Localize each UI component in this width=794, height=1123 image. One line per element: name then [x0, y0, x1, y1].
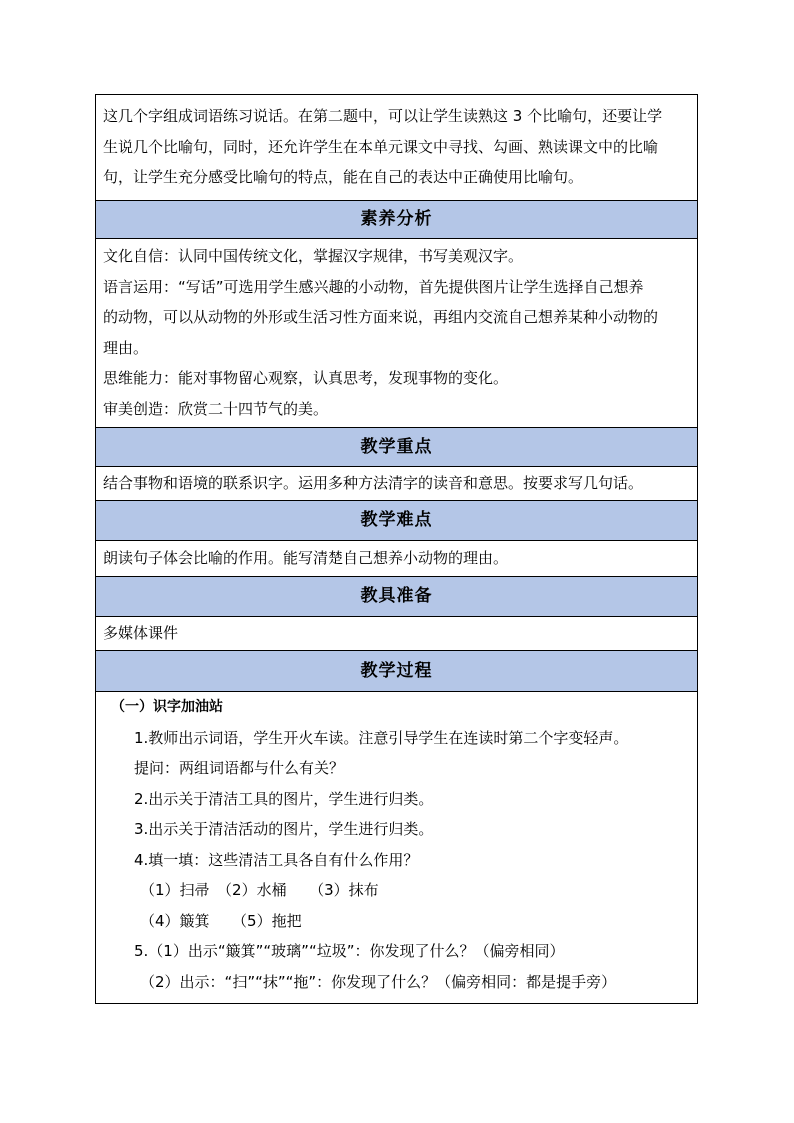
section-title: 教具准备	[360, 586, 433, 606]
process-step: 5.（1）出示“簸箕”“玻璃”“垃圾”：你发现了什么？（偏旁相同）	[134, 942, 565, 960]
key-points-cell	[96, 466, 697, 500]
section-header-key-points	[96, 427, 697, 466]
language-use-line: 的动物，可以从动物的外形或生活习性方面来说，再组内交流自己想养某种小动物的	[103, 308, 659, 326]
literacy-cell	[96, 238, 697, 427]
intro-cell	[96, 95, 697, 200]
process-step: 2.出示关于清洁工具的图片，学生进行归类。	[134, 789, 434, 808]
section-header-difficulties	[96, 500, 697, 540]
section-header-materials	[96, 576, 697, 616]
intro-line: 生说几个比喻句，同时，还允许学生在本单元课文中寻找、勾画、熟读课文中的比喻	[103, 137, 659, 156]
aesthetic-creation-text: 审美创造：欣赏二十四节气的美。	[103, 399, 329, 418]
process-options: （1）扫帚 （2）水桶 （3）抹布	[140, 881, 379, 899]
language-use-line: 理由。	[103, 338, 149, 357]
process-step: （2）出示：“扫”“抹”“拖”：你发现了什么？（偏旁相同：都是提手旁）	[140, 972, 617, 991]
intro-line: 句，让学生充分感受比喻句的特点，能在自己的表达中正确使用比喻句。	[103, 168, 584, 186]
difficulties-text: 朗读句子体会比喻的作用。能写清楚自己想养小动物的理由。	[103, 549, 509, 567]
section-title: 教学过程	[360, 661, 433, 681]
process-step: 4.填一填：这些清洁工具各自有什么作用？	[134, 850, 419, 869]
section-title: 教学难点	[360, 510, 433, 530]
process-cell	[96, 691, 697, 1003]
section-title: 素养分析	[360, 209, 433, 229]
process-question: 提问：两组词语都与什么有关？	[134, 759, 345, 777]
intro-line: 这几个字组成词语练习说话。在第二题中，可以让学生读熟这 3 个比喻句，还要让学	[103, 107, 663, 125]
thinking-ability-text: 思维能力：能对事物留心观察，认真思考，发现事物的变化。	[103, 369, 509, 387]
section-title: 教学重点	[360, 437, 433, 457]
key-points-text: 结合事物和语境的联系识字。运用多种方法清字的读音和意思。按要求写几句话。	[103, 474, 644, 492]
process-step: 1.教师出示词语，学生开火车读。注意引导学生在连读时第二个字变轻声。	[134, 728, 629, 747]
materials-text: 多媒体课件	[103, 624, 179, 642]
process-options: （4）簸箕 （5）拖把	[140, 911, 302, 930]
materials-cell	[96, 616, 697, 650]
process-step: 3.出示关于清洁活动的图片，学生进行归类。	[134, 820, 434, 838]
section-header-process	[96, 650, 697, 691]
lesson-plan-table	[95, 94, 698, 1004]
difficulties-cell	[96, 540, 697, 576]
language-use-line: 语言运用：“写话”可选用学生感兴趣的小动物，首先提供图片让学生选择自己想养	[103, 277, 644, 296]
section-header-literacy	[96, 200, 697, 238]
cultural-confidence-text: 文化自信：认同中国传统文化，掌握汉字规律，书写美观汉字。	[103, 247, 524, 265]
process-subheading: （一）识字加油站	[111, 699, 223, 715]
